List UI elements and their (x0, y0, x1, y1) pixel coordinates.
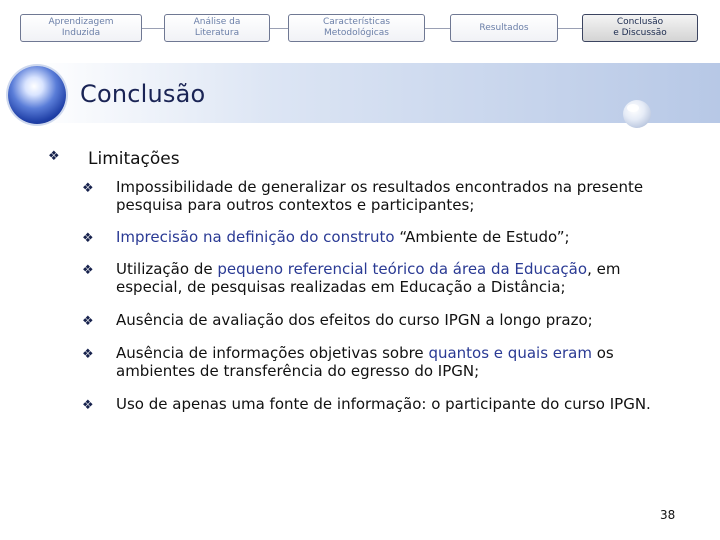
highlighted-text: quantos e quais eram (428, 344, 592, 362)
nav-tab-label: Características Metodológicas (322, 17, 391, 38)
item-text: Utilização de (116, 260, 218, 278)
nav-tab-aprendizagem-induzida[interactable] (20, 14, 142, 42)
nav-tab-label: Análise da Literatura (193, 17, 241, 38)
item-text: Ausência de avaliação dos efeitos do curso IPGN a longo prazo; (116, 311, 593, 329)
nav-tab-resultados[interactable] (450, 14, 558, 42)
item-text: Uso de apenas uma fonte de informação: o participante do curso IPGN. (116, 395, 651, 413)
page-number: 38 (660, 508, 676, 522)
diamond-bullet-icon: ❖ (82, 347, 94, 362)
diamond-bullet-icon: ❖ (82, 314, 94, 329)
diamond-bullet-icon: ❖ (48, 149, 60, 164)
item-text: Ausência de informações objetivas sobre (116, 344, 429, 362)
list-item (82, 228, 687, 246)
item-text: , em especial, de pesquisas realizadas em Educação a Distância; (116, 260, 621, 296)
diamond-bullet-icon: ❖ (82, 263, 94, 278)
nav-connector (558, 28, 582, 29)
list-item (82, 178, 687, 214)
limitations-list (82, 178, 687, 413)
diamond-bullet-icon: ❖ (82, 231, 94, 246)
highlighted-text: Imprecisão na definição do construto (116, 228, 395, 246)
small-orb-shine (627, 104, 639, 112)
diamond-bullet-icon: ❖ (82, 181, 94, 196)
list-item (82, 311, 687, 329)
nav-connector (142, 28, 164, 29)
nav-tab-label: Resultados (479, 22, 529, 33)
diamond-bullet-icon: ❖ (82, 398, 94, 413)
nav-tab-caracteristicas-metodologicas[interactable] (288, 14, 425, 42)
item-text: Impossibilidade de generalizar os resultados encontrados na presente pesquisa para outros contextos e participantes; (116, 178, 644, 214)
item-text: os ambientes de transferência do egresso do IPGN; (116, 344, 614, 380)
nav-tab-label: Conclusão e Discussão (613, 17, 667, 38)
nav-connector (270, 28, 288, 29)
nav-tab-analise-da-literatura[interactable] (164, 14, 270, 42)
nav-tab-conclusao-e-discussao[interactable] (582, 14, 698, 42)
nav-connector (425, 28, 450, 29)
list-item (82, 395, 687, 413)
list-item (82, 260, 687, 296)
list-item (82, 344, 687, 380)
blue-orb-icon (8, 66, 66, 124)
item-text: “Ambiente de Estudo”; (394, 228, 570, 246)
highlighted-text: pequeno referencial teórico da área da Educação (217, 260, 588, 278)
page-title: Conclusão (80, 80, 206, 108)
nav-tab-label: Aprendizagem Induzida (48, 17, 114, 38)
section-heading: Limitações (88, 149, 180, 169)
